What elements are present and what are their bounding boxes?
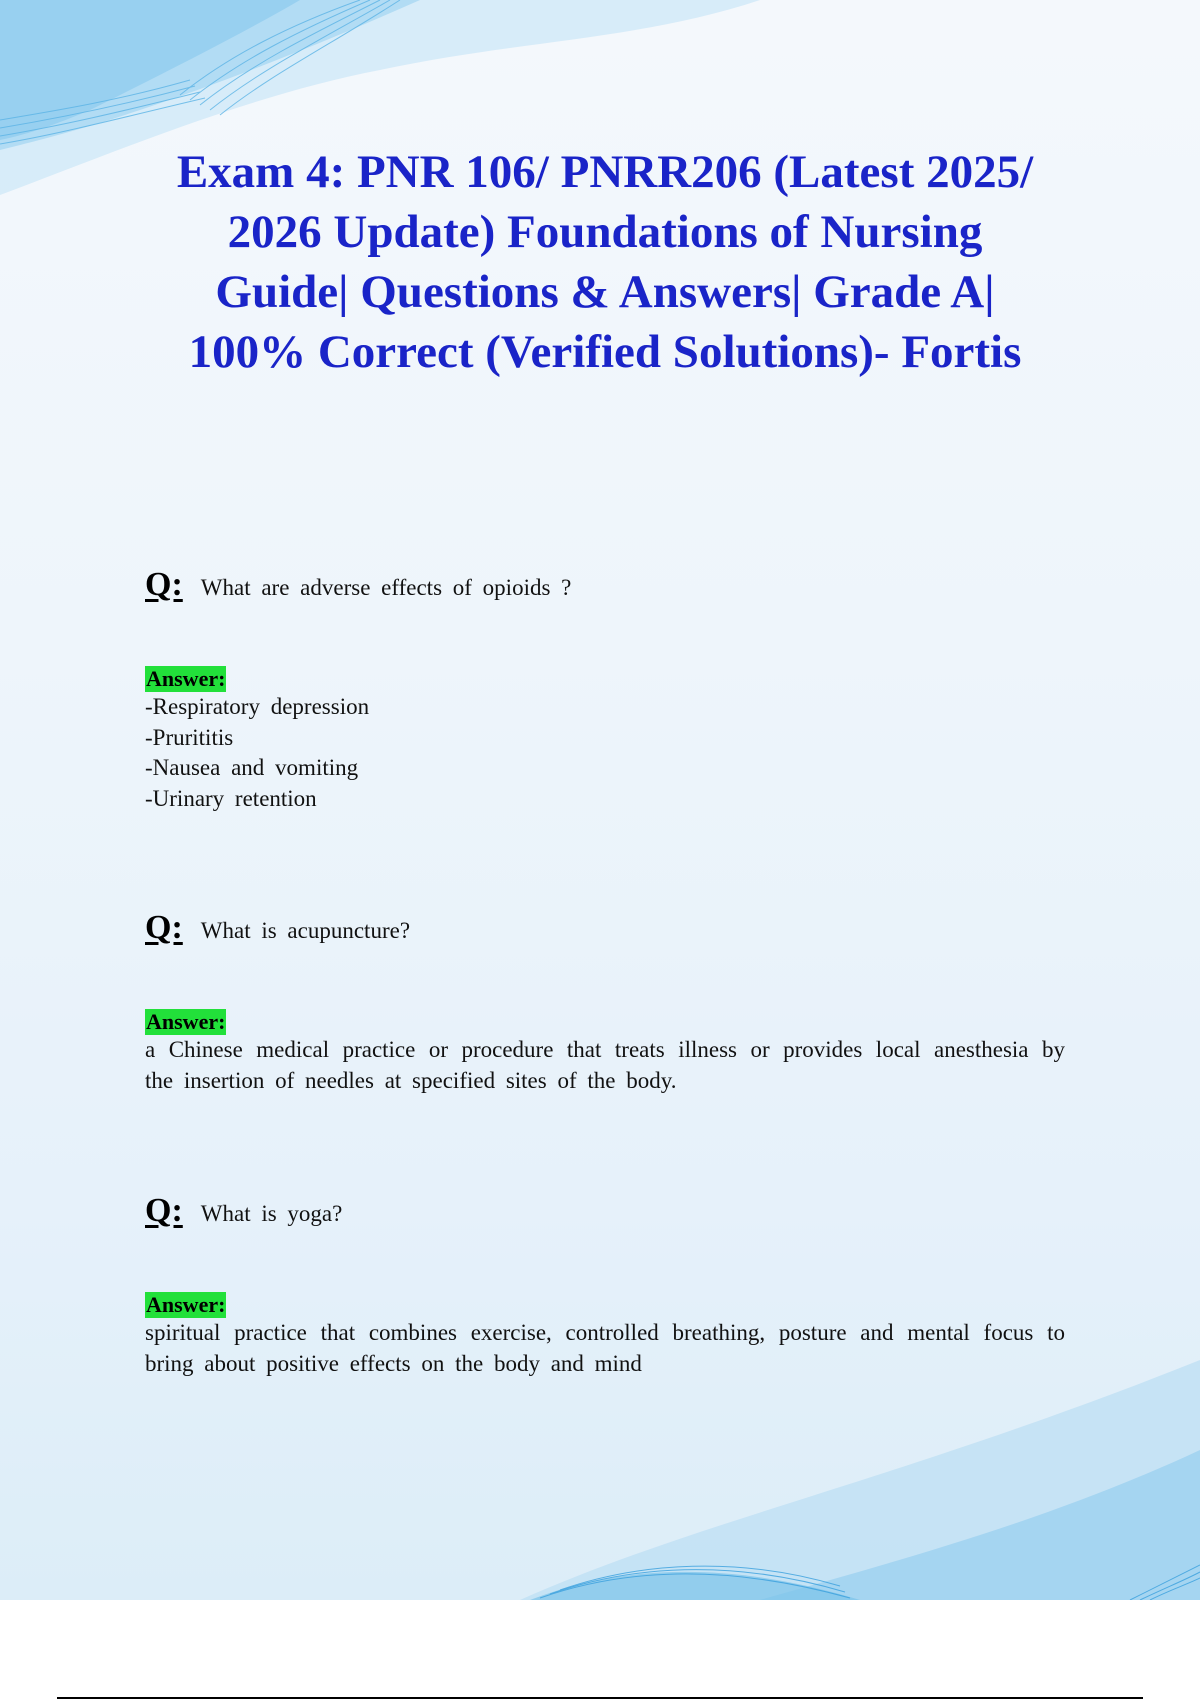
question-marker: Q: [145,909,183,946]
qa-item [145,566,1065,814]
footer-divider [57,1697,1143,1699]
question-row [145,909,1065,947]
answer-label: Answer: [146,1292,226,1317]
answer-label: Answer: [146,1009,226,1034]
question-row [145,1192,1065,1230]
answer-label: Answer: [146,666,226,691]
answer-line: -Urinary retention [145,785,317,811]
question-text: What is acupuncture? [200,918,411,943]
answer-body: a Chinese medical practice or procedure that treats illness or provides local anesthesia by the insertion of needles at specified sites of the body. [145,1037,1065,1093]
qa-item [145,1192,1065,1379]
document-title: Exam 4: PNR 106/ PNRR206 (Latest 2025/ 2026 Update) Foundations of Nursing Guide| Questions & Answers| Grade A| 100% Correct (Verified Solutions)- Fortis [176,146,1034,378]
answer-line: -Respiratory depression [145,694,370,719]
answer-body [145,692,1065,814]
question-marker: Q: [145,1192,183,1229]
answer-line: -Prurititis [145,724,234,750]
answer-body: spiritual practice that combines exercise, controlled breathing, posture and mental focus to bring about positive effects on the body and mind [145,1320,1065,1376]
question-row [145,566,1065,604]
question-text: What are adverse effects of opioids ? [200,575,572,600]
answer-line: -Nausea and vomiting [145,755,359,780]
qa-item [145,909,1065,1096]
question-text: What is yoga? [200,1201,343,1226]
question-marker: Q: [145,566,183,603]
